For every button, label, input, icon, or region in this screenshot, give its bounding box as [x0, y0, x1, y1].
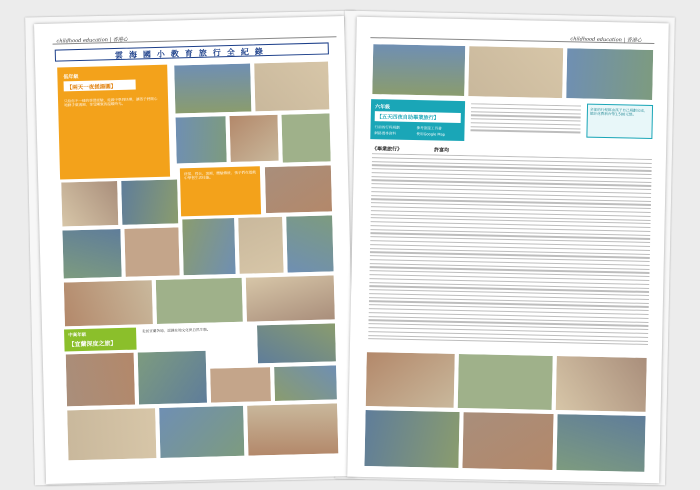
photo — [555, 355, 648, 413]
report-text-lines — [368, 153, 652, 355]
section2-body: 搓揉、捏合、滾圓，體驗傳統，孩子們在遊戲中學習生活技能。 — [183, 170, 256, 181]
photo — [120, 178, 179, 226]
right-page — [347, 17, 669, 483]
section3-body: 走訪宜蘭各地，認識在地文化與自然生態。 — [142, 327, 211, 334]
report-author: 許富均 — [434, 147, 450, 154]
photo — [461, 411, 554, 471]
photo — [256, 322, 337, 364]
note-text: 全部的行程都由孩子自己規劃完成，總計花費新台幣1,500元整。 — [589, 107, 648, 118]
section1-body: 只給你不一樣的學習經驗，從做中學到快樂，讓孩子們開心地動手做湯圓，享受團聚的溫暖時光。 — [64, 96, 158, 108]
section1-grade: 低年級 — [63, 73, 79, 81]
section-bullet-1: 行前的行程規劃 — [374, 125, 400, 130]
photo — [228, 114, 279, 163]
photo — [253, 60, 330, 112]
left-brand: childhood education | 香港心 — [56, 36, 128, 45]
photo — [457, 353, 554, 411]
left-page — [34, 16, 356, 484]
photo — [285, 214, 335, 273]
right-brand: childhood education | 香港心 — [570, 36, 642, 44]
photo — [245, 274, 336, 322]
photo — [264, 164, 333, 214]
section3-grade: 中高年級 — [68, 332, 87, 339]
photo — [123, 226, 180, 277]
photo — [63, 279, 154, 327]
section-name: 【五天四夜自助畢業旅行】 — [376, 114, 440, 122]
photo — [173, 62, 252, 114]
photo — [246, 402, 339, 456]
photo — [60, 180, 119, 228]
photo — [158, 405, 245, 459]
photo — [565, 47, 654, 101]
section1-name: 【兩天一夜搓湯圓】 — [66, 84, 117, 92]
photo — [66, 407, 157, 461]
photo — [555, 413, 646, 473]
photo — [174, 115, 227, 164]
photo — [65, 352, 136, 408]
photo — [365, 351, 456, 409]
section-bullet-2: 參考旅遊工具書 — [416, 126, 442, 131]
photo — [61, 228, 122, 280]
section3-name: 【宜蘭深度之旅】 — [68, 340, 117, 349]
photo — [371, 43, 466, 97]
section-bullet-3: 網路搜尋資料 — [374, 131, 397, 136]
photo — [237, 216, 285, 275]
photo — [280, 112, 331, 163]
intro-text-lines — [470, 103, 581, 141]
photo — [137, 350, 208, 406]
page-title: 雲海國小教育旅行全紀錄 — [114, 47, 269, 61]
photo — [155, 277, 244, 325]
photo — [273, 364, 338, 402]
photo — [467, 45, 564, 99]
section-grade: 六年級 — [374, 104, 391, 111]
photo — [209, 366, 272, 404]
photo — [181, 217, 236, 276]
section-bullet-4: 使用Google Map — [416, 132, 446, 137]
report-title: 《畢業旅行》 — [372, 146, 403, 153]
photo — [363, 409, 460, 469]
